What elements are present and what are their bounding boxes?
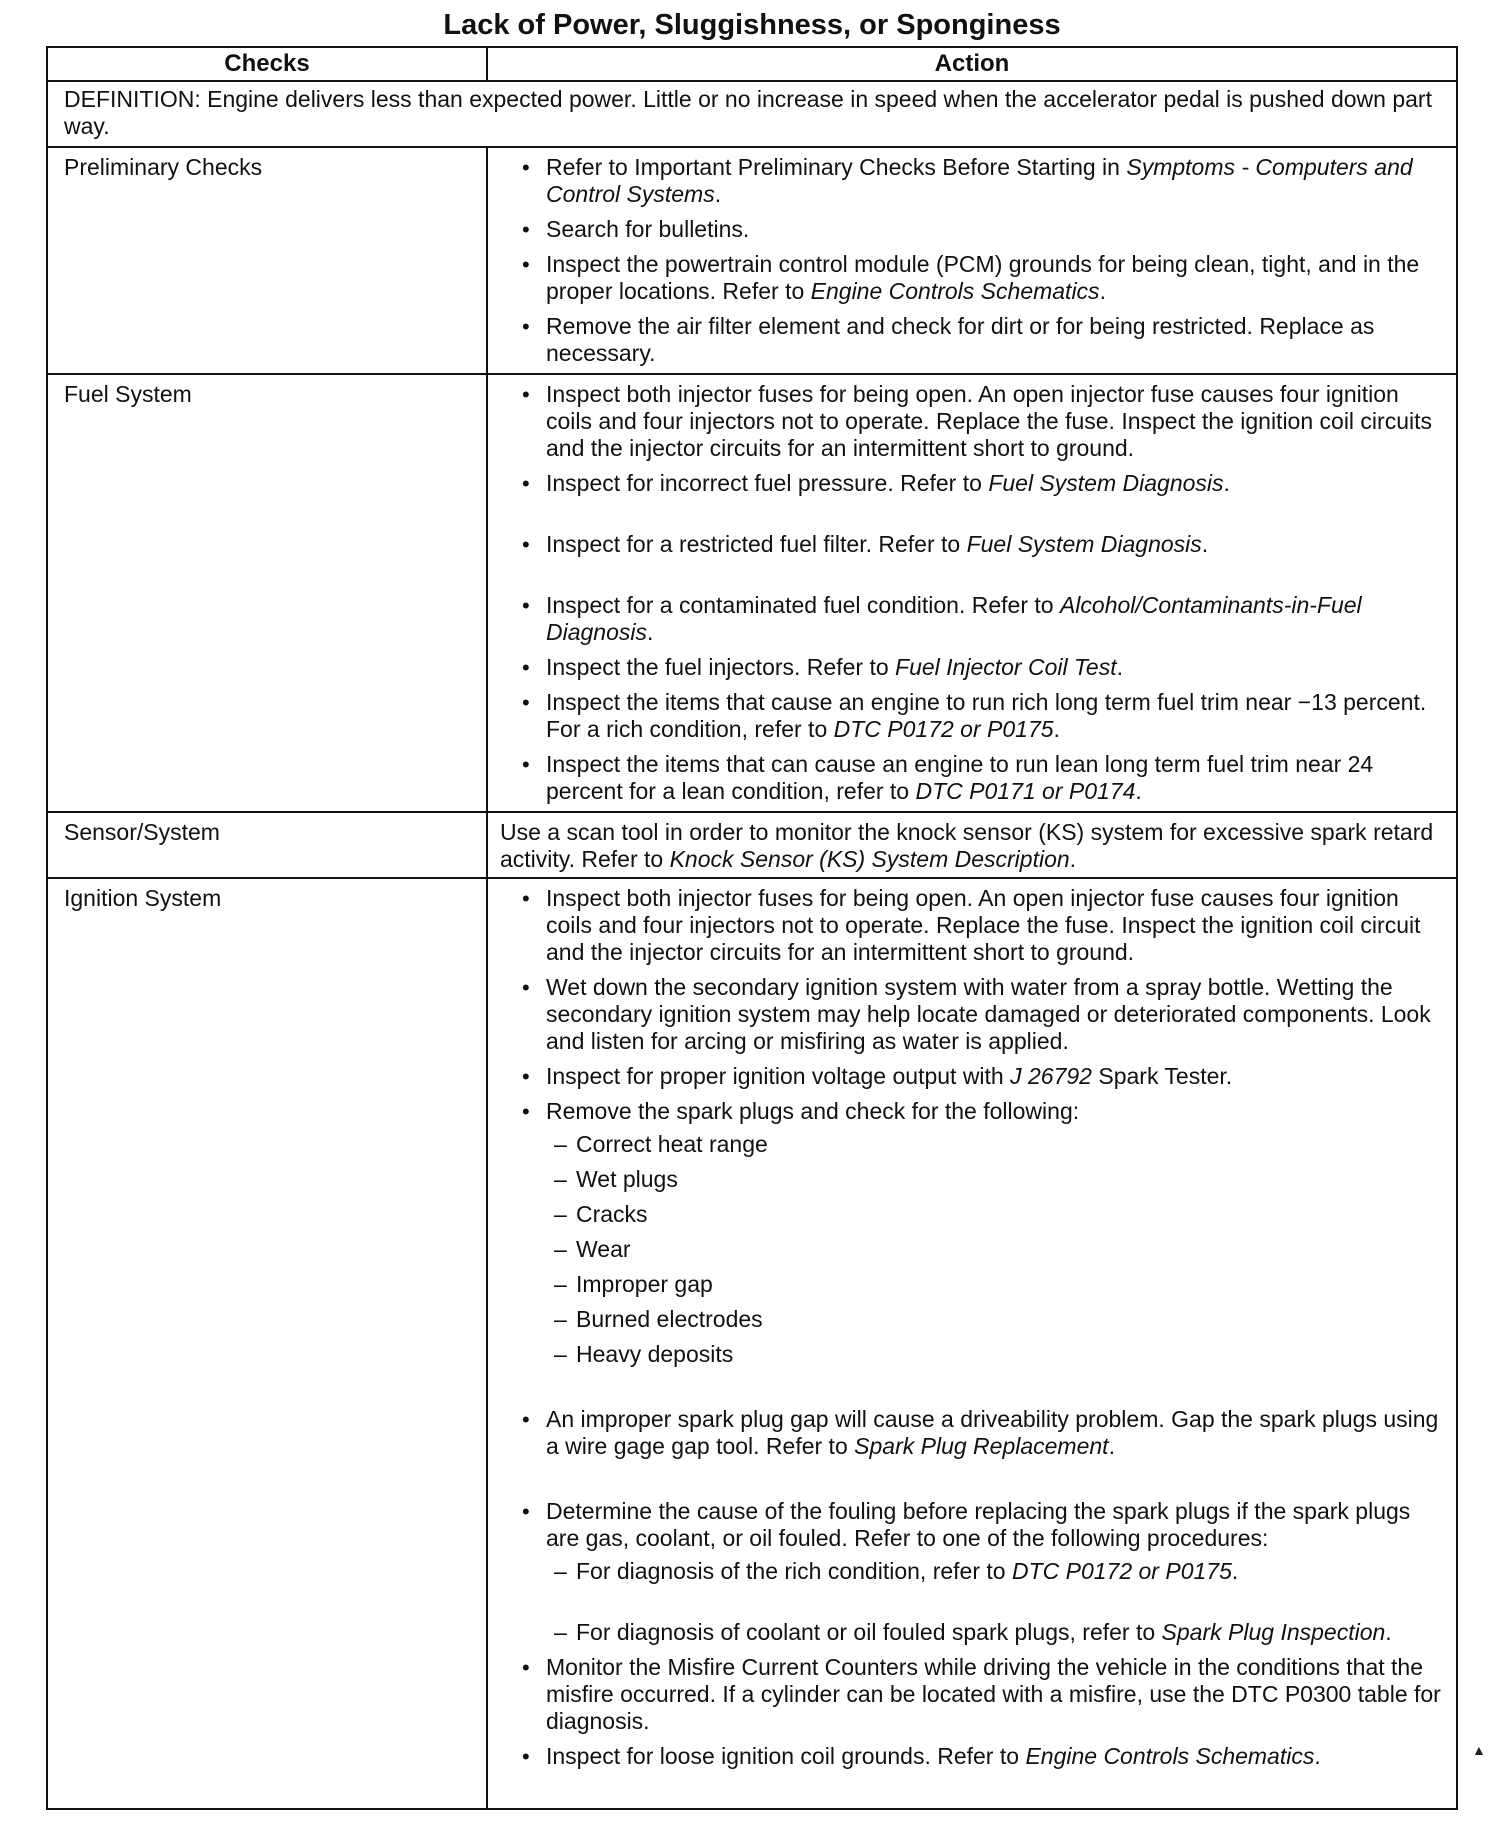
reference-link: Spark Plug Inspection: [1161, 1619, 1386, 1645]
reference-link: DTC P0171 or P0174: [915, 778, 1136, 804]
definition-row: [47, 81, 1457, 147]
action-item: • Search for bulletins.: [522, 216, 1448, 243]
action-item: • Inspect for a restricted fuel filter. Refer to Fuel System Diagnosis.: [522, 531, 1448, 558]
action-item: • An improper spark plug gap will cause a driveability problem. Gap the spark plugs using a wire gage gap tool. Refer to Spark Plug Replacement.: [522, 1406, 1448, 1460]
reference-link: DTC P0172 or P0175: [833, 716, 1054, 742]
action-list: [522, 154, 1448, 367]
plug-check-item: – Burned electrodes: [554, 1306, 1448, 1333]
tool-reference: J 26792: [1010, 1063, 1092, 1089]
action-item: • Inspect both injector fuses for being open. An open injector fuse causes four ignition coils and four injectors not to operate. Replace the fuse. Inspect the ignition coil circuit and the injector circuits for an intermittent short to ground.: [522, 885, 1448, 966]
plug-check-item: – Wear: [554, 1236, 1448, 1263]
table-row: [47, 374, 1457, 812]
action-list: [522, 381, 1448, 805]
page-title: Lack of Power, Sluggishness, or Sponginess: [443, 9, 1061, 41]
reference-link: Fuel System Diagnosis: [988, 470, 1224, 496]
reference-link: Spark Plug Replacement: [854, 1433, 1109, 1459]
reference-link: DTC P0172 or P0175: [1011, 1558, 1232, 1584]
reference-link: Fuel System Diagnosis: [966, 531, 1202, 557]
reference-link: Fuel Injector Coil Test: [895, 654, 1117, 680]
table-row: [47, 878, 1457, 1809]
plug-check-item: – Heavy deposits: [554, 1341, 1448, 1368]
plug-check-list: [546, 1131, 1448, 1368]
reference-link: Symptoms - Computers and Control Systems: [546, 154, 1413, 207]
action-item: • Inspect the items that can cause an engine to run lean long term fuel trim near 24 percent for a lean condition, refer to DTC P0171 or P0174.: [522, 751, 1448, 805]
diagnostic-table: [46, 46, 1458, 1810]
header-checks: Checks: [47, 47, 487, 81]
scan-mark: ▲: [1472, 1742, 1486, 1758]
action-cell: [487, 878, 1457, 1809]
definition-text: DEFINITION: Engine delivers less than expected power. Little or no increase in speed when the accelerator pedal is pushed down part way.: [47, 81, 1457, 147]
action-item: • Inspect for proper ignition voltage output with J 26792 Spark Tester.: [522, 1063, 1448, 1090]
check-label: Ignition System: [47, 878, 487, 1809]
plug-check-item: – Correct heat range: [554, 1131, 1448, 1158]
action-item: • Monitor the Misfire Current Counters while driving the vehicle in the conditions that the misfire occurred. If a cylinder can be located with a misfire, use the DTC P0300 table for diagnosis.: [522, 1654, 1448, 1735]
action-item: • Inspect the fuel injectors. Refer to Fuel Injector Coil Test.: [522, 654, 1448, 681]
action-cell: [487, 374, 1457, 812]
reference-link: Engine Controls Schematics: [810, 278, 1100, 304]
reference-link: Knock Sensor (KS) System Description: [669, 846, 1070, 872]
action-item: • Determine the cause of the fouling before replacing the spark plugs if the spark plugs are gas, coolant, or oil fouled. Refer to one of the following procedures: – For diagnosis of the rich condition, refer to DTC P0172 or P0175. – For diagnosis of coolant or oil fouled spark plugs, refer to Spark Plug Inspection.: [522, 1498, 1448, 1646]
header-action: Action: [487, 47, 1457, 81]
action-item: • Inspect for a contaminated fuel condition. Refer to Alcohol/Contaminants-in-Fuel Diagnosis.: [522, 592, 1448, 646]
reference-link: Engine Controls Schematics: [1025, 1743, 1315, 1769]
check-label: Sensor/System: [47, 812, 487, 878]
plug-check-item: – Improper gap: [554, 1271, 1448, 1298]
action-item: • Inspect for incorrect fuel pressure. Refer to Fuel System Diagnosis.: [522, 470, 1448, 497]
action-cell: Use a scan tool in order to monitor the knock sensor (KS) system for excessive spark retard activity. Refer to Knock Sensor (KS) System Description.: [487, 812, 1457, 878]
action-list: [522, 885, 1448, 1770]
table-row: [47, 812, 1457, 878]
action-item: • Inspect for loose ignition coil grounds. Refer to Engine Controls Schematics.: [522, 1743, 1448, 1770]
procedure-list: [546, 1558, 1448, 1646]
procedure-item: – For diagnosis of the rich condition, refer to DTC P0172 or P0175.: [554, 1558, 1448, 1585]
action-cell: [487, 147, 1457, 374]
action-item: • Inspect the items that cause an engine to run rich long term fuel trim near −13 percent. For a rich condition, refer to DTC P0172 or P0175.: [522, 689, 1448, 743]
action-item: • Wet down the secondary ignition system with water from a spray bottle. Wetting the secondary ignition system may help locate damaged or deteriorated components. Look and listen for arcing or misfiring as water is applied.: [522, 974, 1448, 1055]
action-item: • Remove the air filter element and check for dirt or for being restricted. Replace as necessary.: [522, 313, 1448, 367]
table-row: [47, 147, 1457, 374]
action-item: • Inspect both injector fuses for being open. An open injector fuse causes four ignition coils and four injectors not to operate. Replace the fuse. Inspect the ignition coil circuits and the injector circuits for an intermittent short to ground.: [522, 381, 1448, 462]
reference-link: Alcohol/Contaminants-in-Fuel Diagnosis: [546, 592, 1362, 645]
header-row: [47, 47, 1457, 81]
procedure-item: – For diagnosis of coolant or oil fouled spark plugs, refer to Spark Plug Inspection.: [554, 1619, 1448, 1646]
check-label: Fuel System: [47, 374, 487, 812]
plug-check-item: – Cracks: [554, 1201, 1448, 1228]
action-item: • Inspect the powertrain control module (PCM) grounds for being clean, tight, and in the proper locations. Refer to Engine Controls Schematics.: [522, 251, 1448, 305]
plug-check-item: – Wet plugs: [554, 1166, 1448, 1193]
action-item: • Remove the spark plugs and check for the following: – Correct heat range – Wet plugs – Cracks – Wear – Improper gap – Burned electrodes – Heavy deposits: [522, 1098, 1448, 1368]
check-label: Preliminary Checks: [47, 147, 487, 374]
action-item: • Refer to Important Preliminary Checks Before Starting in Symptoms - Computers and Control Systems.: [522, 154, 1448, 208]
